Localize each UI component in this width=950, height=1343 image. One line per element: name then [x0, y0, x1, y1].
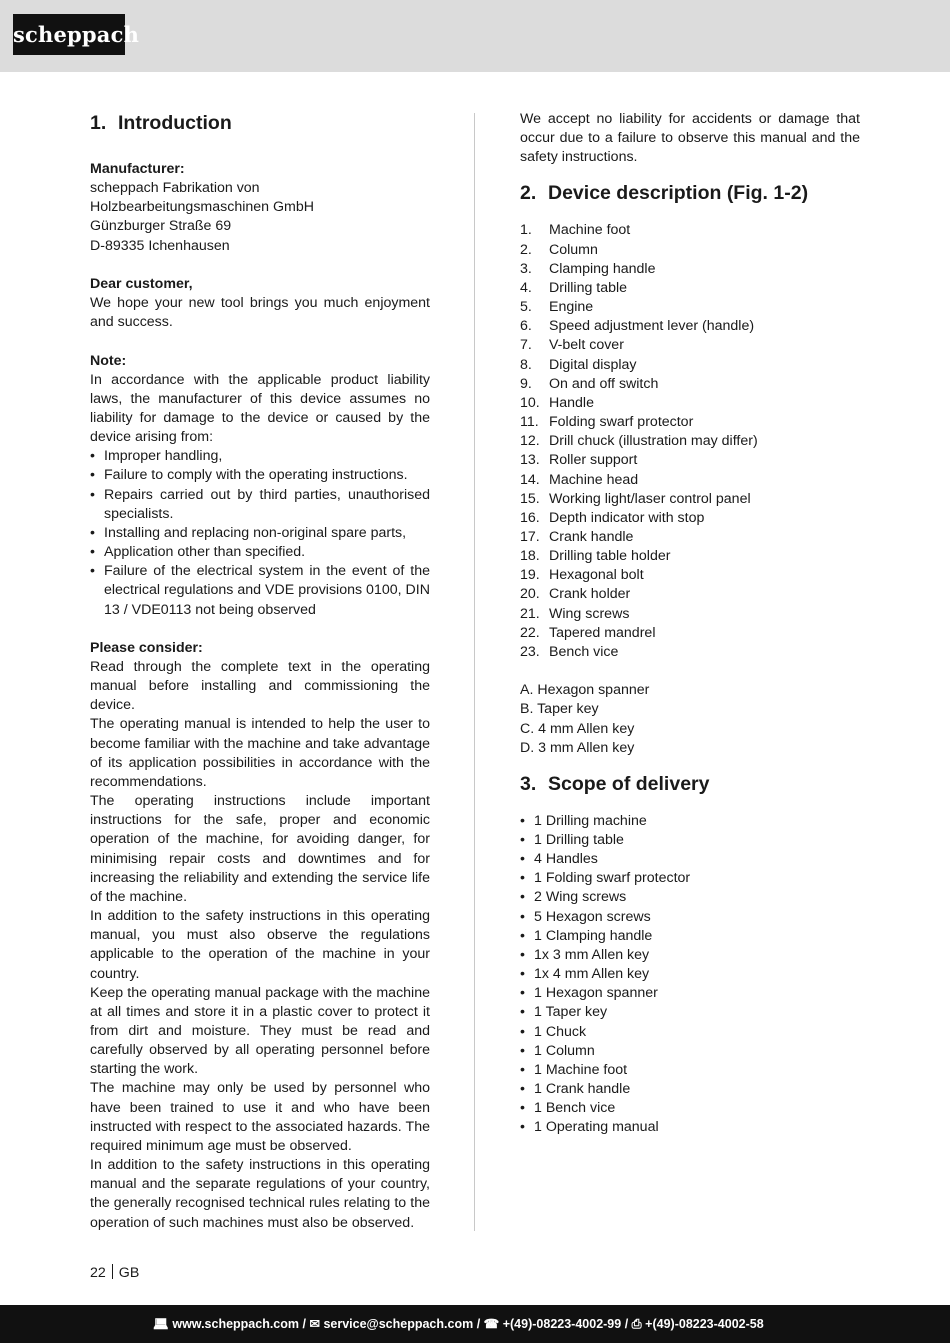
list-item: 22. Tapered mandrel [520, 624, 656, 641]
note-bullet-list [90, 447, 430, 619]
footer-website[interactable]: www.scheppach.com [172, 1317, 300, 1331]
consider-paragraph: Keep the operating manual package with the machine at all times and store it in a plastic cover to protect it from dirt and moisture. They must be read and carefully observed by all operating personnel before starting the work. [90, 984, 430, 1078]
footer-email[interactable]: service@scheppach.com [323, 1317, 474, 1331]
list-item: 11. Folding swarf protector [520, 414, 694, 431]
list-item: • 2 Wing screws [520, 888, 860, 907]
list-item: 17. Crank handle [520, 528, 634, 545]
note-text: In accordance with the applicable product liability laws, the manufacturer of this device assumes no liability for damage to the device or caused by the device arising from: [90, 371, 430, 446]
consider-paragraph: In addition to the safety instructions in this operating manual, you must also observe the regulations applicable to the operation of the machine in your country. [90, 908, 430, 982]
list-item: 1. Machine foot [520, 222, 631, 239]
list-item: • 1 Machine foot [520, 1061, 860, 1080]
list-item: • 1 Drilling table [520, 831, 860, 850]
column-divider [474, 113, 475, 1231]
list-item: 4. Drilling table [520, 279, 628, 296]
section-heading-introduction: 1. Introduction [90, 112, 232, 134]
list-item: • 1 Bench vice [520, 1099, 860, 1118]
list-item: 13. Roller support [520, 452, 638, 469]
list-item: 14. Machine head [520, 471, 639, 488]
consider-paragraph: In addition to the safety instructions in this operating manual and the separate regulations of your country, the generally recognised technical rules relating to the operation of such machines must also be observed. [90, 1157, 430, 1231]
list-item: 9. On and off switch [520, 375, 659, 392]
note-label: Note: [90, 352, 127, 369]
device-parts-list [520, 221, 860, 662]
list-item: • 1 Chuck [520, 1023, 860, 1042]
list-item: 12. Drill chuck (illustration may differ) [520, 433, 758, 450]
list-item: 3. Clamping handle [520, 260, 656, 277]
list-item: • 1 Column [520, 1042, 860, 1061]
list-item: • 1 Drilling machine [520, 812, 860, 831]
list-item: • Repairs carried out by third parties, unauthorised specialists. [90, 486, 430, 524]
tools-list [520, 681, 860, 758]
manufacturer-label: Manufacturer: [90, 161, 185, 177]
list-item: • 5 Hexagon screws [520, 908, 860, 927]
page-number-separator [112, 1264, 113, 1279]
list-item: 16. Depth indicator with stop [520, 509, 705, 526]
header-band [0, 0, 950, 72]
list-item: • 1 Taper key [520, 1003, 860, 1022]
footer-phone: +(49)-08223-4002-99 [502, 1317, 622, 1331]
page-number: 22 GB [90, 1265, 140, 1281]
footer-fax: +(49)-08223-4002-58 [645, 1317, 764, 1331]
consider-paragraph: Read through the complete text in the operating manual before installing and commissioning the device. [90, 659, 430, 714]
consider-paragraph: The operating manual is intended to help the user to become familiar with the machine and take advantage of its application possibilities in accordance with the recommendations. [90, 716, 430, 790]
list-item: • Improper handling, [90, 447, 430, 466]
list-item: B. Taper key [520, 701, 599, 718]
list-item: 15. Working light/laser control panel [520, 490, 751, 507]
right-column [520, 110, 860, 1137]
computer-icon: 💻︎ [153, 1317, 169, 1331]
list-item: 21. Wing screws [520, 605, 630, 622]
consider-paragraph: The operating instructions include important instructions for the safe, proper and economic operation of the machine, for avoiding danger, for minimising repair costs and downtimes and for increasing the reliability and extending the service life of the machine. [90, 793, 430, 905]
list-item: • Failure to comply with the operating instructions. [90, 466, 430, 485]
liability-text: We accept no liability for accidents or damage that occur due to a failure to observe this manual and the safety instructions. [520, 111, 860, 166]
list-item: 19. Hexagonal bolt [520, 567, 644, 584]
list-item: • 1x 4 mm Allen key [520, 965, 860, 984]
footer-contacts: 💻︎ www.scheppach.com / ✉ service@scheppach.com / ☎ +(49)-08223-4002-99 / ⎙ +(49)-08223-4002-58 [153, 1317, 764, 1331]
phone-icon: ☎ [483, 1317, 500, 1331]
list-item: D. 3 mm Allen key [520, 739, 635, 756]
customer-label: Dear customer, [90, 275, 193, 292]
list-item: • 1 Operating manual [520, 1118, 860, 1137]
list-item: • 1 Hexagon spanner [520, 984, 860, 1003]
email-icon: ✉ [309, 1317, 320, 1331]
list-item: • Failure of the electrical system in the event of the electrical regulations and VDE provisions 0100, DIN 13 / VDE0113 not being observed [90, 562, 430, 619]
list-item: • 1 Crank handle [520, 1080, 860, 1099]
list-item: • 4 Handles [520, 850, 860, 869]
footer-bar [0, 1305, 950, 1343]
scope-list [520, 812, 860, 1138]
list-item: • 1 Clamping handle [520, 927, 860, 946]
list-item: 5. Engine [520, 299, 594, 316]
fax-icon: ⎙ [631, 1317, 642, 1331]
consider-paragraph: The machine may only be used by personnel who have been trained to use it and who have been instructed with respect to the associated hazards. The required minimum age must be observed. [90, 1080, 430, 1154]
list-item: • 1 Folding swarf protector [520, 869, 860, 888]
list-item: 23. Bench vice [520, 643, 619, 660]
list-item: 6. Speed adjustment lever (handle) [520, 318, 755, 335]
section-heading-device-description: 2. Device description (Fig. 1-2) [520, 182, 809, 205]
customer-text: We hope your new tool brings you much enjoyment and success. [90, 295, 430, 331]
list-item: 20. Crank holder [520, 586, 631, 603]
manufacturer-address: scheppach Fabrikation von Holzbearbeitungsmaschinen GmbH Günzburger Straße 69 D-89335 Ichenhausen [90, 180, 314, 254]
list-item: A. Hexagon spanner [520, 682, 650, 699]
section-heading-scope-of-delivery: 3. Scope of delivery [520, 772, 710, 795]
list-item: • 1x 3 mm Allen key [520, 946, 860, 965]
list-item: 7. V-belt cover [520, 337, 624, 354]
list-item: 10. Handle [520, 394, 594, 411]
list-item: • Application other than specified. [90, 543, 430, 562]
list-item: 18. Drilling table holder [520, 548, 671, 565]
consider-label: Please consider: [90, 639, 203, 656]
list-item: 8. Digital display [520, 356, 637, 373]
list-item: C. 4 mm Allen key [520, 720, 635, 737]
list-item: • Installing and replacing non-original spare parts, [90, 524, 430, 543]
left-column [90, 110, 430, 1233]
list-item: 2. Column [520, 241, 598, 258]
brand-logo: scheppach [13, 14, 125, 55]
